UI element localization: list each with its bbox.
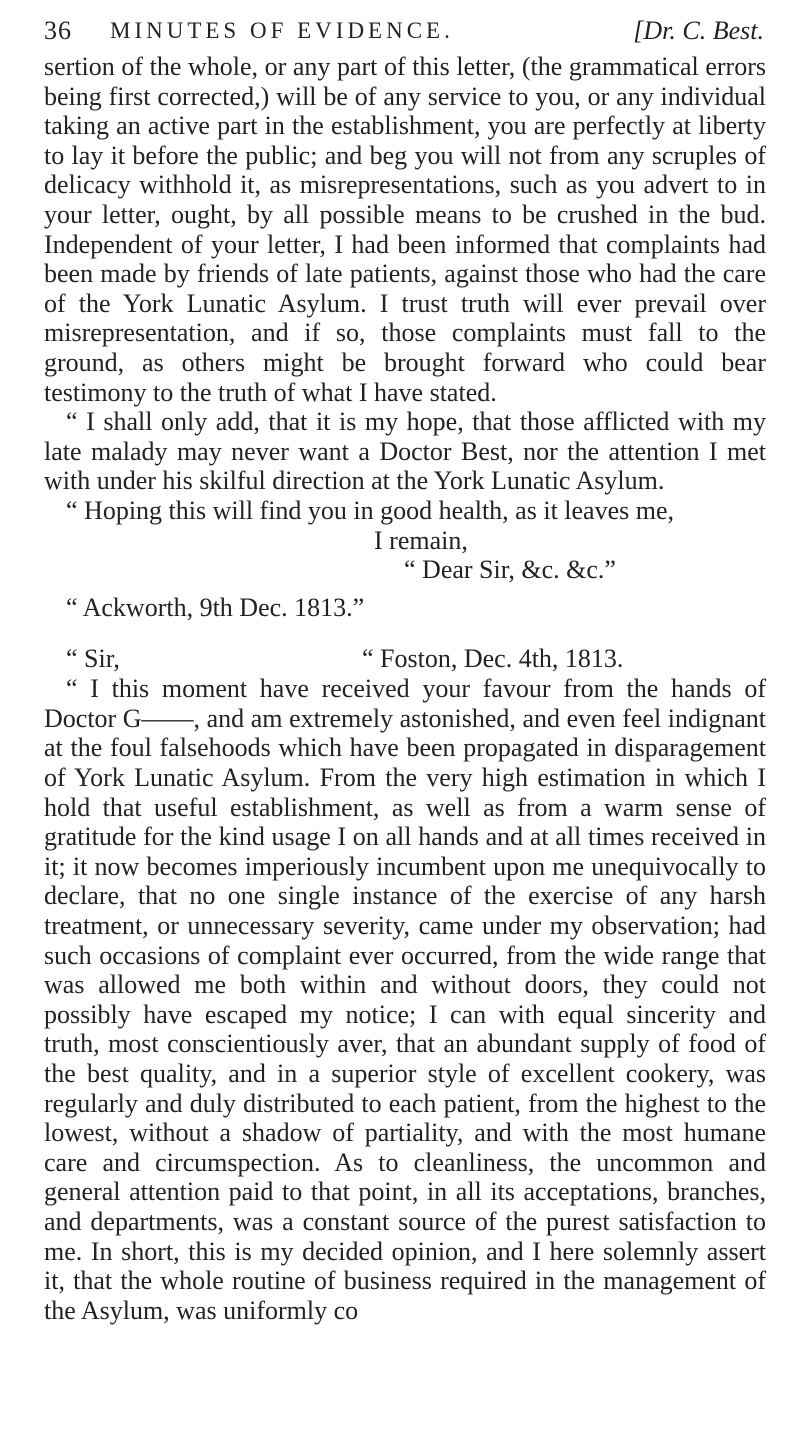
witness-name: [Dr. C. Best.	[633, 16, 764, 45]
closing-line-2: “ Dear Sir, &c. &c.”	[404, 555, 616, 585]
letter-one-dateline: “ Ackworth, 9th Dec. 1813.”	[66, 592, 365, 622]
letter-two-heading	[44, 644, 766, 674]
letter-one-paragraph: sertion of the whole, or any part of this letter, (the grammatical errors being first corrected,) will be of any service to you, or any individual taking an active part in the establishment, you are perfectly at liberty to lay it before the public; and beg you will not from any scruples of delicacy withhold it, as misrepresentations, such as you advert to in your letter, ought, by all possible means to be crushed in the bud. Independent of your letter, I had been informed that complaints had been made by friends of late patients, against those who had the care of the York Lunatic Asylum. I trust truth will ever prevail over misrepresentation, and if so, those complaints must fall to the ground, as others might be brought forward who could bear testimony to the truth of what I have stated.	[44, 52, 766, 407]
page-number: 36	[44, 16, 72, 45]
running-head	[44, 16, 764, 56]
letter-two-paragraph: “ I this moment have received your favour from the hands of Doctor G——, and am extremely astonished, and even feel indignant at the foul falsehoods which have been propagated in disparagement of York Lunatic Asylum. From the very high estimation in which I hold that useful establishment, as well as from a warm sense of gratitude for the kind usage I on all hands and at all times received in it; it now becomes imperiously incumbent upon me unequivocally to declare, that no one single instance of the exercise of any harsh treatment, or unnecessary severity, came under my observation; had such occasions of complaint ever occurred, from the wide range that was allowed me both within and without doors, they could not possibly have escaped my notice; I can with equal sincerity and truth, most conscientiously aver, that an abundant supply of food of the best quality, and in a superior style of excellent cookery, was regularly and duly distributed to each patient, from the highest to the lowest, without a shadow of partiality, and with the most humane care and circumspection. As to cleanliness, the uncommon and general attention paid to that point, in all its acceptations, branches, and departments, was a constant source of the purest satisfaction to me. In short, this is my decided opinion, and I here solemnly assert it, that the whole routine of business required in the management of the Asylum, was uniformly co	[44, 674, 766, 1325]
body-text	[44, 52, 766, 1325]
letter-one-paragraph-2: “ I shall only add, that it is my hope, that those afflicted with my late malady may never want a Doctor Best, nor the attention I met with under his skilful direction at the York Lunatic Asylum.	[44, 407, 766, 496]
closing-line-1: I remain,	[374, 525, 468, 555]
letter-two-salutation: “ Sir,	[66, 644, 120, 674]
running-title: MINUTES OF EVIDENCE.	[110, 18, 454, 43]
letter-one-paragraph-3: “ Hoping this will find you in good health, as it leaves me,	[66, 495, 675, 525]
letter-two-place-date: “ Foston, Dec. 4th, 1813.	[362, 644, 624, 674]
